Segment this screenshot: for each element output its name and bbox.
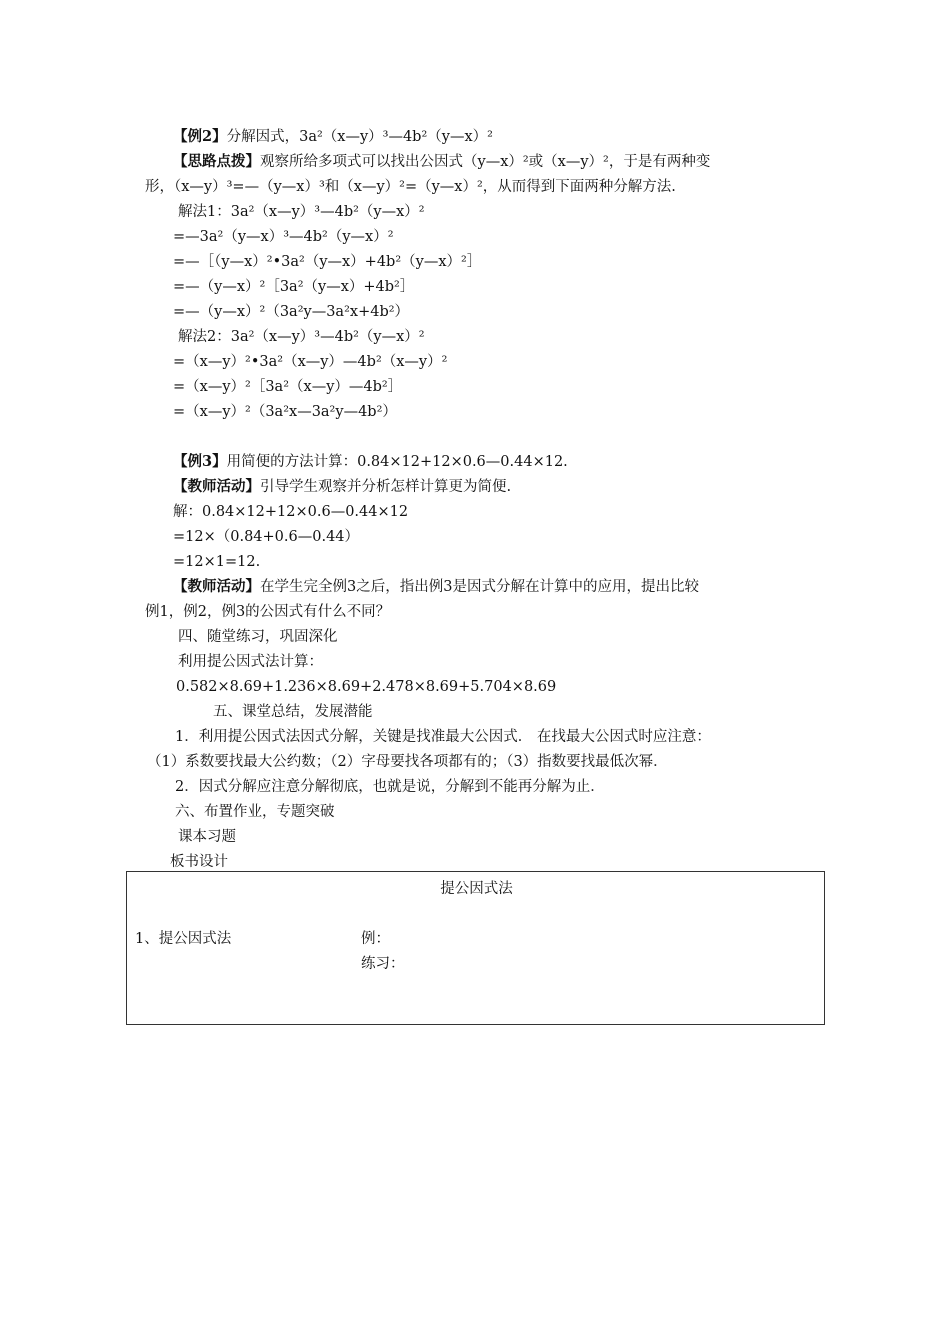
section-4-sub: 利用提公因式法计算： xyxy=(178,654,323,670)
example-3-tag: 【例3】 xyxy=(173,453,227,470)
method-1-step: =—（y—x）²（3a²y—3a²x+4b²） xyxy=(173,304,410,320)
hint-line-2: 形，（x—y）³=—（y—x）³和（x—y）²=（y—x）²，从而得到下面两种分解方法. xyxy=(145,179,676,195)
board-title: 提公因式法 xyxy=(440,881,513,897)
solution-3-step: 解：0.84×12+12×0.6—0.44×12 xyxy=(173,504,409,520)
method-1-step: =—［（y—x）²•3a²（y—x）+4b²（y—x）²］ xyxy=(173,254,482,270)
hint-line-1 xyxy=(173,152,710,172)
section-4-expression: 0.582×8.69+1.236×8.69+2.478×8.69+5.704×8.69 xyxy=(176,679,557,695)
method-2-step: =（x—y）²（3a²x—3a²y—4b²） xyxy=(173,404,397,420)
method-1-step: =—（y—x）²［3a²（y—x）+4b²］ xyxy=(173,279,415,295)
section-5-title: 五、课堂总结，发展潜能 xyxy=(213,704,373,720)
teacher-activity-1 xyxy=(173,477,511,497)
board-design-box xyxy=(126,871,825,1025)
teacher-activity-text: 在学生完全例3之后，指出例3是因式分解在计算中的应用，提出比较 xyxy=(260,579,699,595)
method-1-title: 解法1：3a²（x—y）³—4b²（y—x）² xyxy=(178,204,425,220)
board-design-label: 板书设计 xyxy=(170,854,228,870)
method-1-step: =—3a²（y—x）³—4b²（y—x）² xyxy=(173,229,394,245)
teacher-activity-2 xyxy=(173,577,699,597)
teacher-activity-2-cont: 例1，例2，例3的公因式有什么不同？ xyxy=(145,604,391,620)
example-3-text: 用简便的方法计算：0.84×12+12×0.6—0.44×12. xyxy=(226,454,568,470)
teacher-activity-tag: 【教师活动】 xyxy=(173,578,260,595)
board-left-heading: 1、提公因式法 xyxy=(135,931,232,947)
example-2-tag: 【例2】 xyxy=(173,128,227,145)
section-4-title: 四、随堂练习，巩固深化 xyxy=(178,629,338,645)
teacher-activity-tag: 【教师活动】 xyxy=(173,478,260,495)
hint-tag: 【思路点拨】 xyxy=(173,153,260,170)
solution-3-step: =12×1=12. xyxy=(173,554,261,570)
summary-point-1-cont: （1）系数要找最大公约数；（2）字母要找各项都有的；（3）指数要找最低次幂． xyxy=(147,754,668,770)
method-2-step: =（x—y）²［3a²（x—y）—4b²］ xyxy=(173,379,403,395)
board-practice-label: 练习： xyxy=(361,956,405,972)
example-3-line xyxy=(173,452,568,472)
summary-point-2: 2．因式分解应注意分解彻底，也就是说，分解到不能再分解为止． xyxy=(175,779,605,795)
method-2-step: =（x—y）²•3a²（x—y）—4b²（x—y）² xyxy=(173,354,448,370)
hint-text-1: 观察所给多项式可以找出公因式（y—x）²或（x—y）²，于是有两种变 xyxy=(260,154,711,170)
board-example-label: 例： xyxy=(361,931,390,947)
teacher-activity-text: 引导学生观察并分析怎样计算更为简便. xyxy=(260,479,512,495)
solution-3-step: =12×（0.84+0.6—0.44） xyxy=(173,529,360,545)
homework: 课本习题 xyxy=(178,829,236,845)
summary-point-1: 1．利用提公因式法因式分解，关键是找准最大公因式． 在找最大公因式时应注意： xyxy=(175,729,711,745)
example-2-text: 分解因式，3a²（x—y）³—4b²（y—x）² xyxy=(226,129,493,145)
method-2-title: 解法2：3a²（x—y）³—4b²（y—x）² xyxy=(178,329,425,345)
example-2-line xyxy=(173,127,493,147)
section-6-title: 六、布置作业，专题突破 xyxy=(175,804,335,820)
